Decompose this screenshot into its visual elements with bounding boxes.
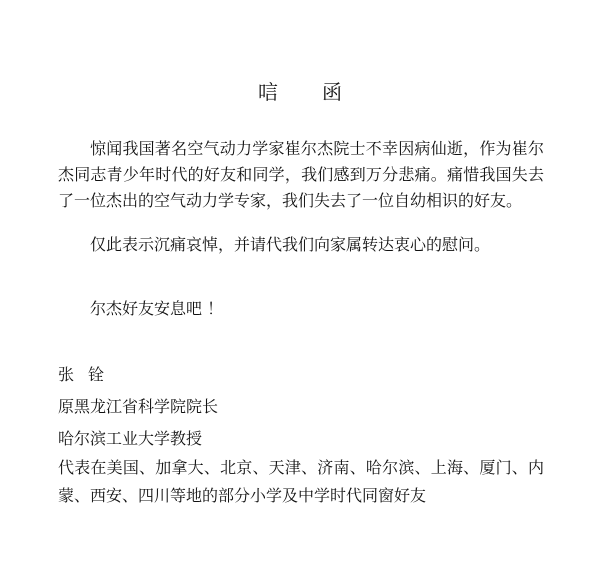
signatory-former-title: 原黑龙江省科学院院长 [58,397,219,416]
signatory-name-char-2: 铨 [88,365,105,384]
paragraph-sympathy: 仅此表示沉痛哀悼，并请代我们向家属转达衷心的慰问。 [90,235,491,254]
title-char-1: 唁 [258,80,278,104]
closing-line: 尔杰好友安息吧 ！ [90,299,224,318]
title-char-2: 函 [322,80,342,104]
letter-title [0,76,600,105]
signatory-name [58,362,104,388]
signatory-name-char-1: 张 [58,365,75,384]
signatory-representation: 代表在美国、加拿大、北京、天津、济南、哈尔滨、上海、厦门、内蒙、西安、四川等地的部分小学及中学时代同窗好友 [58,458,544,505]
signatory-current-title: 哈尔滨工业大学教授 [58,429,203,448]
paragraph-condolence: 惊闻我国著名空气动力学家崔尔杰院士不幸因病仙逝，作为崔尔杰同志青少年时代的好友和同学，我们感到万分悲痛。痛惜我国失去了一位杰出的空气动力学专家，我们失去了一位自幼相识的好友。 [58,139,544,210]
